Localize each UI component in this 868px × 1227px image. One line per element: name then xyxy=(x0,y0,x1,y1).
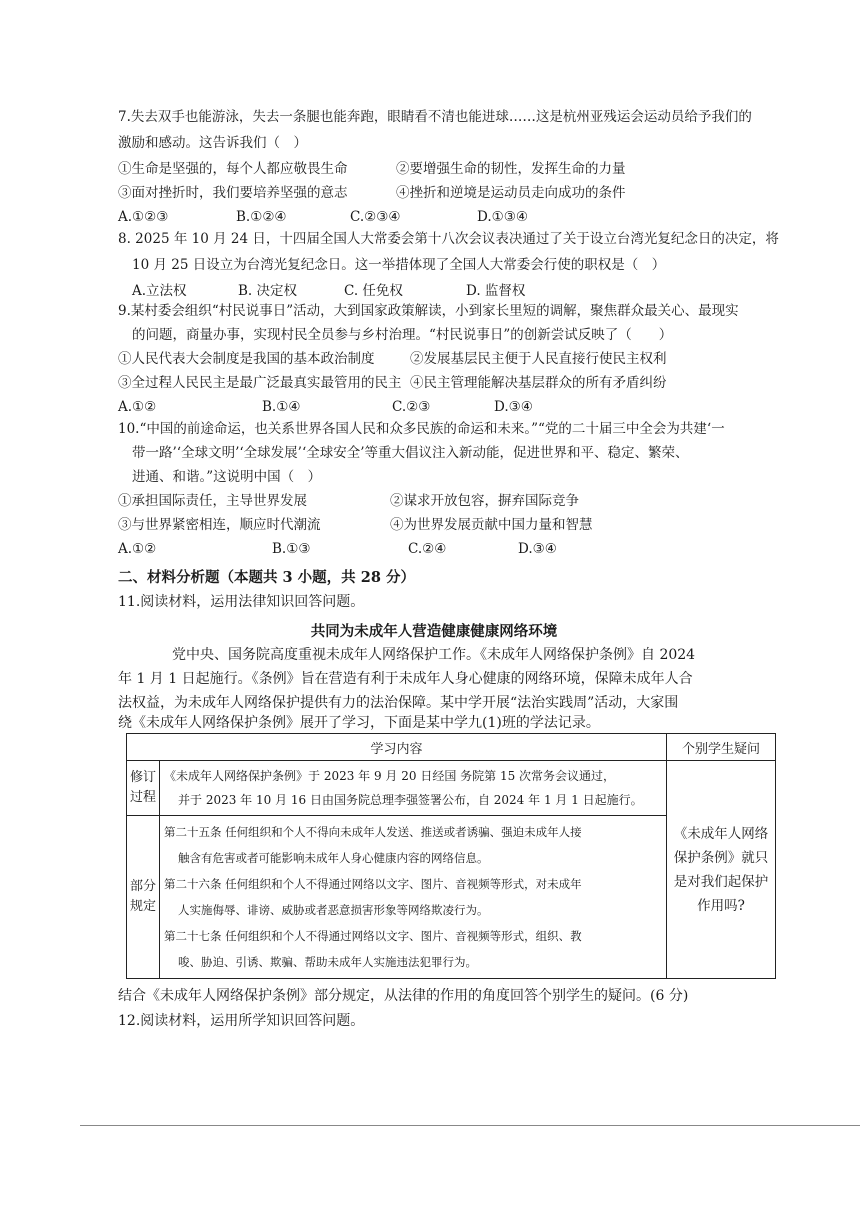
row-label-provisions: 部分规定 xyxy=(127,816,160,979)
article-27-line1: 第二十七条 任何组织和个人不得通过网络以文字、图片、音视频等形式，组织、教 xyxy=(164,929,582,943)
page-bottom-rule xyxy=(80,1125,860,1126)
q9-statement-2: ②发展基层民主便于人民直接行使民主权利 xyxy=(410,351,667,367)
article-25-line1: 第二十五条 任何组织和个人不得向未成年人发送、推送或者诱骗、强迫未成年人接 xyxy=(164,825,582,839)
q10-option-c: C.②④ xyxy=(408,541,447,557)
q10-statement-1: ①承担国际责任，主导世界发展 xyxy=(118,493,307,509)
q9-option-b: B.①④ xyxy=(262,399,301,415)
section-heading: 二、材料分析题（本题共 3 小题，共 28 分） xyxy=(118,569,415,586)
q7-stem-line2: 激励和感动。这告诉我们（ ） xyxy=(118,135,307,151)
table-header-row xyxy=(127,734,776,761)
q8-option-c: C. 任免权 xyxy=(344,283,403,299)
q7-statement-1: ①生命是坚强的，每个人都应敬畏生命 xyxy=(118,161,348,177)
q10-statement-3: ③与世界紧密相连，顺应时代潮流 xyxy=(118,517,321,533)
material-paragraph-line1: 党中央、国务院高度重视未成年人网络保护工作。《未成年人网络保护条例》自 2024 xyxy=(172,647,696,663)
q9-statement-1: ①人民代表大会制度是我国的基本政治制度 xyxy=(118,351,375,367)
q7-option-d: D.①③④ xyxy=(477,209,528,225)
q7-statement-2: ②要增强生命的韧性，发挥生命的力量 xyxy=(396,161,626,177)
header-student-question: 个别学生疑问 xyxy=(667,734,776,761)
material-paragraph-line3: 法权益，为未成年人网络保护提供有力的法治保障。某中学开展“法治实践周”活动，大家围 xyxy=(118,695,679,711)
q10-option-a: A.①② xyxy=(118,541,157,557)
table-row xyxy=(127,761,776,816)
q9-stem-line1: 9.某村委会组织“村民说事日”活动，大到国家政策解读，小到家长里短的调解，聚焦群众最关心、最现实 xyxy=(118,303,739,319)
article-26-line1: 第二十六条 任何组织和个人不得通过网络以文字、图片、音视频等形式，对未成年 xyxy=(164,877,582,891)
material-title: 共同为未成年人营造健康健康网络环境 xyxy=(310,623,558,640)
revision-line1: 《未成年人网络保护条例》于 2023 年 9 月 20 日经国 务院第 15 次常务会议通过， xyxy=(164,769,616,783)
q9-option-a: A.①② xyxy=(118,399,157,415)
article-27-line2: 唆、胁迫、引诱、欺骗、帮助未成年人实施违法犯罪行为。 xyxy=(178,955,477,969)
q8-option-b: B. 决定权 xyxy=(238,283,298,299)
q9-stem-line2: 的问题，商量办事，实现村民全员参与乡村治理。“村民说事日”的创新尝试反映了（ ） xyxy=(132,327,673,343)
provisions-content xyxy=(160,816,667,979)
q10-statement-4: ④为世界发展贡献中国力量和智慧 xyxy=(390,517,593,533)
article-25-line2: 触含有危害或者可能影响未成年人身心健康内容的网络信息。 xyxy=(178,851,489,865)
q10-stem-line3: 进通、和谐。”这说明中国（ ） xyxy=(132,469,322,485)
q10-option-d: D.③④ xyxy=(518,541,557,557)
q8-option-a: A.立法权 xyxy=(132,283,187,299)
q11-ask: 结合《未成年人网络保护条例》部分规定，从法律的作用的角度回答个别学生的疑问。(6 分) xyxy=(118,988,689,1004)
study-record-table xyxy=(126,733,776,979)
article-26-line2: 人实施侮辱、诽谤、威胁或者恶意损害形象等网络欺凌行为。 xyxy=(178,903,489,917)
header-study-content: 学习内容 xyxy=(127,734,667,761)
q9-statement-3: ③全过程人民民主是最广泛最真实最管用的民主 xyxy=(118,375,402,391)
q9-option-c: C.②③ xyxy=(392,399,431,415)
q10-option-b: B.①③ xyxy=(272,541,311,557)
q12-stem: 12.阅读材料，运用所学知识回答问题。 xyxy=(118,1013,365,1029)
material-paragraph-line4: 绕《未成年人网络保护条例》展开了学习，下面是某中学九(1)班的学法记录。 xyxy=(118,715,600,731)
q7-statement-3: ③面对挫折时，我们要培养坚强的意志 xyxy=(118,185,348,201)
row-label-revision: 修订过程 xyxy=(127,761,160,816)
q8-option-d: D. 监督权 xyxy=(466,283,526,299)
revision-line2: 并于 2023 年 10 月 16 日由国务院总理李强签署公布，自 2024 年 1 月 1 日起施行。 xyxy=(178,793,643,807)
material-paragraph-line2: 年 1 月 1 日起施行。《条例》旨在营造有利于未成年人身心健康的网络环境，保障未成年人合 xyxy=(118,671,693,687)
q9-statement-4: ④民主管理能解决基层群众的所有矛盾纠纷 xyxy=(410,375,667,391)
q8-stem-line1: 8. 2025 年 10 月 24 日，十四届全国人大常委会第十八次会议表决通过了关于设立台湾光复纪念日的决定，将 xyxy=(118,231,779,247)
student-question-cell: 《未成年人网络保护条例》就只是对我们起保护作用吗? xyxy=(667,761,776,979)
q10-stem-line2: 带一路’‘全球文明’‘全球发展’‘全球安全’等重大倡议注入新动能，促进世界和平、稳定、繁荣、 xyxy=(132,445,689,461)
q8-stem-line2: 10 月 25 日设立为台湾光复纪念日。这一举措体现了全国人大常委会行使的职权是（ ） xyxy=(132,257,666,273)
q7-option-b: B.①②④ xyxy=(236,209,287,225)
q10-stem-line1: 10.“中国的前途命运，也关系世界各国人民和众多民族的命运和未来。”“党的二十届三中全会为共建‘一 xyxy=(118,421,725,437)
q7-option-a: A.①②③ xyxy=(118,209,169,225)
revision-content xyxy=(160,761,667,816)
q9-option-d: D.③④ xyxy=(494,399,533,415)
q7-stem-line1: 7.失去双手也能游泳，失去一条腿也能奔跑，眼睛看不清也能进球……这是杭州亚残运会运动员给予我们的 xyxy=(118,109,752,125)
q11-stem: 11.阅读材料，运用法律知识回答问题。 xyxy=(118,594,365,610)
q10-statement-2: ②谋求开放包容，摒弃国际竞争 xyxy=(390,493,579,509)
q7-option-c: C.②③④ xyxy=(350,209,401,225)
q7-statement-4: ④挫折和逆境是运动员走向成功的条件 xyxy=(396,185,626,201)
